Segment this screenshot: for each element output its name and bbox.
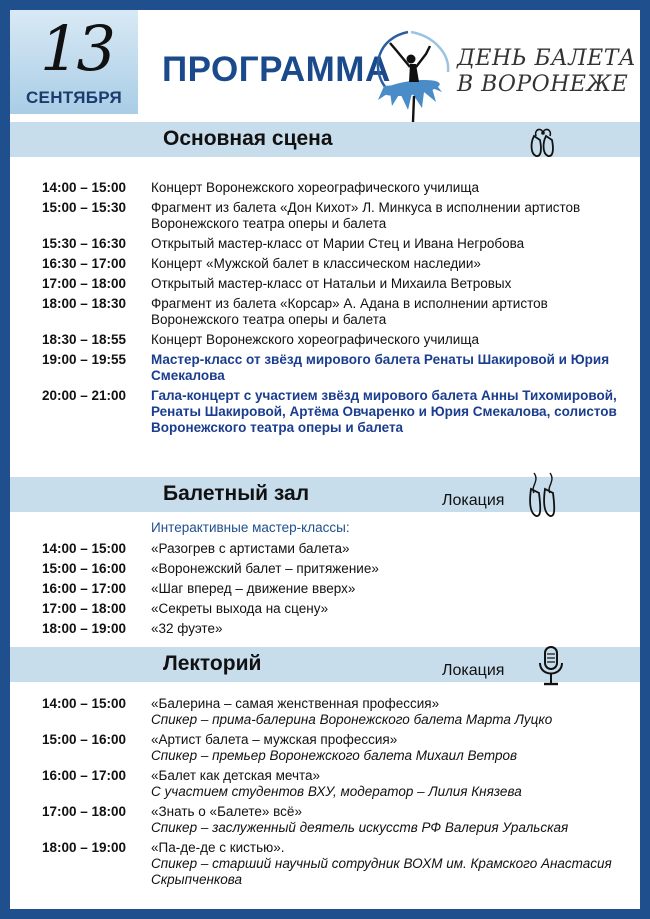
microphone-icon bbox=[536, 645, 566, 687]
event-description: Фрагмент из балета «Корсар» А. Адана в исполнении артистов Воронежского театра оперы и балета bbox=[151, 296, 548, 327]
date-badge bbox=[10, 10, 138, 114]
time-slot: 16:00 – 17:00 bbox=[42, 581, 127, 596]
lecture-speaker: Спикер – старший научный сотрудник ВОХМ им. Крамского Анастасия Скрыпченкова bbox=[151, 856, 612, 887]
event-description bbox=[151, 732, 626, 764]
festival-name-line-2: В ВОРОНЕЖЕ bbox=[457, 72, 629, 97]
schedule-row bbox=[10, 388, 640, 436]
event-description: Концерт «Мужской балет в классическом наследии» bbox=[151, 256, 481, 271]
time-slot: 15:00 – 16:00 bbox=[42, 732, 127, 747]
schedule-row bbox=[10, 840, 640, 888]
event-description: Мастер-класс от звёзд мирового балета Ренаты Шакировой и Юрия Смекалова bbox=[151, 352, 610, 383]
date-month: СЕНТЯБРЯ bbox=[25, 88, 123, 107]
event-description: «Воронежский балет – притяжение» bbox=[151, 561, 379, 576]
schedule-row bbox=[10, 768, 640, 800]
lecture-speaker: Спикер – премьер Воронежского балета Михаил Ветров bbox=[151, 748, 518, 763]
time-slot: 18:00 – 19:00 bbox=[42, 621, 127, 636]
time-slot: 16:00 – 17:00 bbox=[42, 768, 127, 783]
lecture-title: «Знать о «Балете» всё» bbox=[151, 804, 302, 819]
lecture-title: «Па-де-де с кистью». bbox=[151, 840, 285, 855]
schedule-row bbox=[10, 561, 640, 577]
lecture-title: «Балет как детская мечта» bbox=[151, 768, 321, 783]
time-slot: 14:00 – 15:00 bbox=[42, 180, 127, 195]
time-slot: 15:00 – 16:00 bbox=[42, 561, 127, 576]
schedule-row bbox=[10, 256, 640, 272]
schedule-row bbox=[10, 804, 640, 836]
section-subheading: Интерактивные мастер-классы: bbox=[151, 520, 350, 535]
schedule-row bbox=[10, 180, 640, 196]
time-slot: 14:00 – 15:00 bbox=[42, 696, 127, 711]
time-slot: 19:00 – 19:55 bbox=[42, 352, 127, 367]
lecture-title: «Артист балета – мужская профессия» bbox=[151, 732, 398, 747]
festival-name-line-1: ДЕНЬ БАЛЕТА bbox=[457, 46, 637, 71]
schedule-row bbox=[10, 296, 640, 328]
schedule-row bbox=[10, 236, 640, 252]
pointe-shoes-icon bbox=[526, 471, 560, 519]
schedule-lecture-hall bbox=[10, 696, 640, 892]
time-slot: 15:00 – 15:30 bbox=[42, 200, 127, 215]
section-title: Основная сцена bbox=[163, 127, 333, 150]
schedule-row bbox=[10, 581, 640, 597]
section-title: Лекторий bbox=[163, 652, 262, 675]
time-slot: 14:00 – 15:00 bbox=[42, 541, 127, 556]
location-label: Локация bbox=[442, 492, 505, 509]
schedule-row bbox=[10, 200, 640, 232]
page-title: ПРОГРАММА bbox=[162, 50, 391, 89]
event-description: Открытый мастер-класс от Натальи и Михаила Ветровых bbox=[151, 276, 512, 291]
schedule-row bbox=[10, 621, 640, 637]
event-description bbox=[151, 804, 626, 836]
schedule-row bbox=[10, 541, 640, 557]
time-slot: 20:00 – 21:00 bbox=[42, 388, 127, 403]
schedule-row bbox=[10, 276, 640, 292]
event-description: Концерт Воронежского хореографического училища bbox=[151, 332, 479, 347]
time-slot: 18:00 – 18:30 bbox=[42, 296, 127, 311]
ballet-shoes-icon bbox=[526, 124, 560, 158]
festival-name bbox=[457, 46, 637, 98]
time-slot: 16:30 – 17:00 bbox=[42, 256, 127, 271]
time-slot: 15:30 – 16:30 bbox=[42, 236, 127, 251]
event-description: «Шаг вперед – движение вверх» bbox=[151, 581, 356, 596]
lecture-title: «Балерина – самая женственная профессия» bbox=[151, 696, 440, 711]
schedule-row bbox=[10, 732, 640, 764]
schedule-row bbox=[10, 696, 640, 728]
date-day: 13 bbox=[40, 12, 113, 85]
section-header-main-stage bbox=[10, 122, 640, 157]
time-slot: 17:00 – 18:00 bbox=[42, 804, 127, 819]
event-description: «Секреты выхода на сцену» bbox=[151, 601, 329, 616]
time-slot: 17:00 – 18:00 bbox=[42, 601, 127, 616]
schedule-row bbox=[10, 601, 640, 617]
time-slot: 18:30 – 18:55 bbox=[42, 332, 127, 347]
time-slot: 17:00 – 18:00 bbox=[42, 276, 127, 291]
schedule-row bbox=[10, 332, 640, 348]
schedule-row bbox=[10, 352, 640, 384]
event-description: «32 фуэте» bbox=[151, 621, 223, 636]
schedule-main-stage bbox=[10, 180, 640, 440]
lecture-speaker: Спикер – прима-балерина Воронежского балета Марта Луцко bbox=[151, 712, 553, 727]
lecture-speaker: С участием студентов ВХУ, модератор – Лилия Князева bbox=[151, 784, 522, 799]
event-description: Открытый мастер-класс от Марии Стец и Ивана Негробова bbox=[151, 236, 525, 251]
lecture-speaker: Спикер – заслуженный деятель искусств РФ Валерия Уральская bbox=[151, 820, 569, 835]
schedule-ballet-hall bbox=[10, 520, 640, 641]
program-poster bbox=[10, 10, 640, 909]
event-description: Гала-концерт с участием звёзд мирового балета Анны Тихомировой, Ренаты Шакировой, Артёма Овчаренко и Юрия Смекалова, солистов Воронежского театра оперы и балета bbox=[151, 388, 617, 435]
event-description: Фрагмент из балета «Дон Кихот» Л. Минкуса в исполнении артистов Воронежского театра оперы и балета bbox=[151, 200, 581, 231]
event-description bbox=[151, 696, 626, 728]
time-slot: 18:00 – 19:00 bbox=[42, 840, 127, 855]
event-description: «Разогрев с артистами балета» bbox=[151, 541, 350, 556]
event-description: Концерт Воронежского хореографического училища bbox=[151, 180, 479, 195]
event-description bbox=[151, 840, 626, 888]
section-title: Балетный зал bbox=[163, 482, 310, 505]
section-header-ballet-hall bbox=[10, 477, 640, 512]
event-description bbox=[151, 768, 626, 800]
location-label: Локация bbox=[442, 662, 505, 679]
section-header-lecture-hall bbox=[10, 647, 640, 682]
